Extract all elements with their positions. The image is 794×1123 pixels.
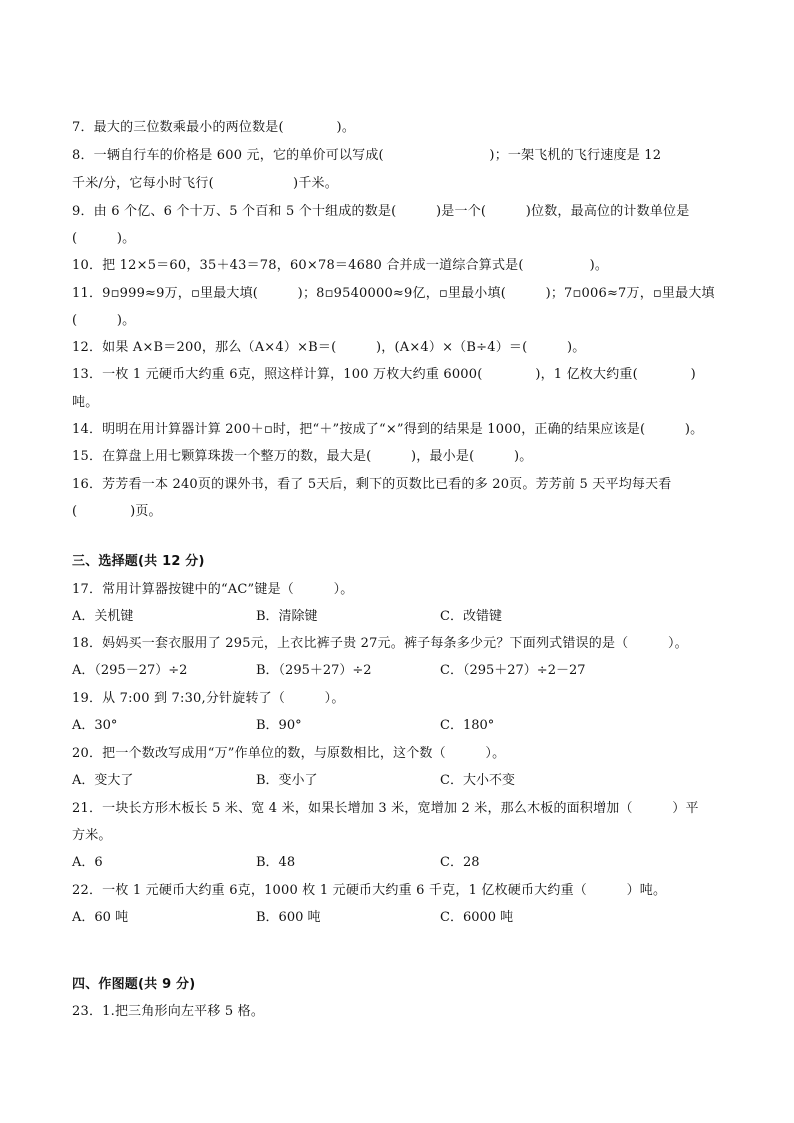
- q22-option-a: A．60 吨: [72, 910, 129, 925]
- question-10: 10．把 12×5＝60，35＋43＝78，60×78＝4680 合并成一道综合算式是( )。: [72, 258, 609, 273]
- question-19: 19．从 7:00 到 7:30,分针旋转了（ ）。: [72, 691, 345, 706]
- q18-option-b: B．（295＋27）÷2: [256, 663, 372, 678]
- q19-option-b: B．90°: [256, 718, 302, 733]
- q17-option-b: B．清除键: [256, 609, 318, 624]
- question-17: 17．常用计算器按键中的“AC”键是（ ）。: [72, 582, 354, 597]
- q19-option-a: A．30°: [72, 718, 118, 733]
- question-12: 12．如果 A×B＝200，那么（A×4）×B＝( )，(A×4）×（B÷4）＝( )。: [72, 340, 586, 355]
- question-8-line1: 8．一辆自行车的价格是 600 元，它的单价可以写成( )；一架飞机的飞行速度是 12: [72, 148, 662, 163]
- question-11-line2: ( )。: [72, 313, 136, 328]
- q22-option-b: B．600 吨: [256, 910, 321, 925]
- q20-option-b: B．变小了: [256, 773, 318, 788]
- q21-option-b: B．48: [256, 855, 296, 870]
- q21-option-c: C．28: [440, 855, 480, 870]
- question-14: 14．明明在用计算器计算 200＋▫时，把“＋”按成了“×”得到的结果是 1000，正确的结果应该是( )。: [72, 422, 704, 437]
- section-3-title: 三、选择题(共 12 分): [72, 554, 205, 569]
- q17-option-c: C．改错键: [440, 609, 502, 624]
- question-13-line1: 13．一枚 1 元硬币大约重 6克，照这样计算，100 万枚大约重 6000( )，1 亿枚大约重( ): [72, 367, 696, 382]
- q20-option-c: C．大小不变: [440, 773, 515, 788]
- question-20: 20．把一个数改写成用“万”作单位的数，与原数相比，这个数（ ）。: [72, 746, 506, 761]
- q21-option-a: A．6: [72, 855, 103, 870]
- question-18: 18．妈妈买一套衣服用了 295元，上衣比裤子贵 27元。裤子每条多少元？下面列式错误的是（ ）。: [72, 636, 688, 651]
- question-11-line1: 11．9▫999≈9万，▫里最大填( )；8▫9540000≈9亿，▫里最小填( )；7▫006≈7万，▫里最大填: [72, 286, 715, 301]
- question-9-line1: 9．由 6 个亿、6 个十万、5 个百和 5 个十组成的数是( )是一个( )位数，最高位的计数单位是: [72, 204, 690, 219]
- question-8-line2: 千米/分，它每小时飞行( )千米。: [72, 176, 338, 191]
- question-15: 15．在算盘上用七颗算珠拨一个整万的数，最大是( )，最小是( )。: [72, 449, 533, 464]
- q20-option-a: A．变大了: [72, 773, 134, 788]
- q17-option-a: A．关机键: [72, 609, 134, 624]
- question-22: 22．一枚 1 元硬币大约重 6克，1000 枚 1 元硬币大约重 6 千克，1 亿枚硬币大约重（ ）吨。: [72, 883, 667, 898]
- question-16-line2: ( )页。: [72, 504, 162, 519]
- question-16-line1: 16．芳芳看一本 240页的课外书，看了 5天后，剩下的页数比已看的多 20页。芳芳前 5 天平均每天看: [72, 477, 672, 492]
- section-4-title: 四、作图题(共 9 分): [72, 977, 196, 992]
- q18-option-a: A．（295－27）÷2: [72, 663, 188, 678]
- question-21-line1: 21．一块长方形木板长 5 米、宽 4 米，如果长增加 3 米，宽增加 2 米，那么木板的面积增加（ ）平: [72, 801, 699, 816]
- q18-option-c: C．（295＋27）÷2－27: [440, 663, 586, 678]
- question-13-line2: 吨。: [72, 395, 99, 410]
- question-9-line2: ( )。: [72, 231, 136, 246]
- q22-option-c: C．6000 吨: [440, 910, 514, 925]
- question-7: 7．最大的三位数乘最小的两位数是( )。: [72, 120, 356, 135]
- q19-option-c: C．180°: [440, 718, 495, 733]
- question-21-line2: 方米。: [72, 828, 112, 843]
- question-23: 23．1.把三角形向左平移 5 格。: [72, 1004, 265, 1019]
